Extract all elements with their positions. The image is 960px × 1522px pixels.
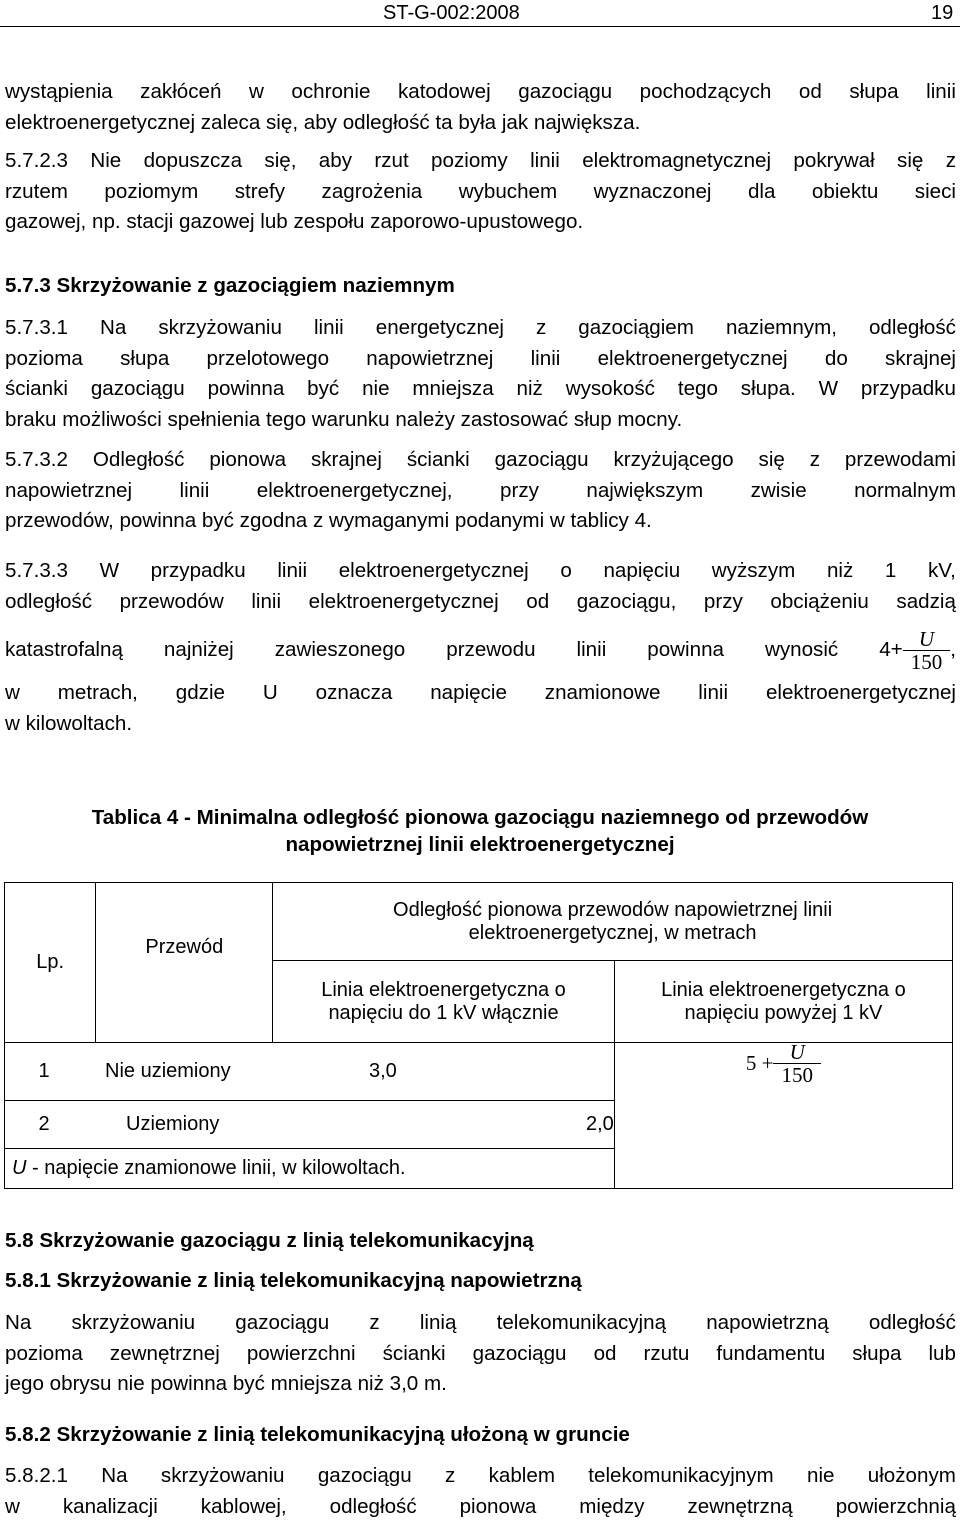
text-line: braku możliwości spełnienia tego warunku należy zastosować słup mocny.: [5, 405, 956, 436]
paragraph-5-7-3-3: [5, 556, 956, 617]
text-word: Na: [100, 313, 126, 344]
table-footnote-row: [5, 1149, 953, 1189]
row-2-cells: [5, 1101, 615, 1149]
text-word: gazociągu,: [577, 587, 677, 618]
table-footnote: [5, 1149, 615, 1189]
text-word: zagrożenia: [322, 177, 423, 208]
text-line: w kilowoltach.: [5, 709, 956, 740]
header-high-voltage: Linia elektroenergetyczna o napięciu powyżej 1 kV: [614, 961, 952, 1043]
text-word: elektroenergetycznej: [339, 556, 529, 587]
text-word: linii: [531, 344, 561, 375]
row-both-value: 2,0: [586, 1113, 614, 1136]
text-word: gazociągu: [473, 1339, 567, 1370]
row-przewod: Uziemiony: [83, 1113, 586, 1136]
text-word: wystąpienia: [5, 77, 113, 108]
text-word: pochodzących: [640, 77, 772, 108]
text-word: mniejsza: [412, 374, 493, 405]
text-word: linii: [314, 313, 344, 344]
header-group: Odległość pionowa przewodów napowietrznej linii elektroenergetycznej, w metrach: [273, 883, 953, 961]
text-word: ścianki: [407, 445, 470, 476]
text-line: [5, 678, 956, 709]
row-lp: 1: [5, 1060, 83, 1083]
text-word: rzut: [374, 146, 408, 177]
text-word: odległość: [330, 1492, 417, 1522]
text-word: rzutu: [644, 1339, 690, 1370]
text-line: elektroenergetycznej zaleca się, aby odległość ta była jak największa.: [5, 108, 956, 139]
text-word: 1: [885, 556, 896, 587]
text-word: z: [445, 1461, 455, 1492]
text-word: linii: [277, 556, 307, 587]
formula: [879, 628, 956, 673]
text-word: Na: [101, 1461, 127, 1492]
text-word: powierzchnią: [836, 1492, 956, 1522]
text-word: gazociągu: [235, 1308, 329, 1339]
table-4: [4, 882, 953, 1189]
paragraph-5-7-2-3: [5, 146, 956, 238]
text-word: wybuchem: [459, 177, 557, 208]
text-word: gazociągiem: [578, 313, 694, 344]
text-word: zakłóceń: [140, 77, 221, 108]
text-word: skrzyżowaniu: [72, 1308, 196, 1339]
formula-prefix: 5 +: [746, 1051, 774, 1076]
text-word: odległość: [869, 313, 956, 344]
text-word: gazociągu: [518, 77, 612, 108]
text-line: [5, 344, 956, 375]
text-word: w: [5, 1492, 20, 1522]
text-word: niż: [827, 556, 853, 587]
text-line: przewodów, powinna być zgodna z wymaganymi podanymi w tablicy 4.: [5, 506, 956, 537]
header-lp: Lp.: [5, 883, 96, 1043]
text-word: z: [369, 1308, 379, 1339]
text-word: rzutem: [5, 177, 68, 208]
text-word: elektroenergetycznej: [766, 678, 956, 709]
text-word: słupa.: [741, 374, 796, 405]
text-word: zwisie: [751, 476, 807, 507]
text-word: odległość: [869, 1308, 956, 1339]
paragraph-5-7-3-3-cont: [5, 678, 956, 739]
paragraph-5-7-3-2: [5, 445, 956, 537]
fraction-denominator: 150: [773, 1063, 821, 1086]
text-word: o: [560, 556, 571, 587]
text-line: [5, 556, 956, 587]
page-header: [0, 0, 960, 27]
text-line: [5, 445, 956, 476]
text-word: dopuszcza: [144, 146, 242, 177]
text-word: najniżej: [164, 638, 234, 662]
row-lp: 2: [5, 1113, 83, 1136]
text-word: nie: [362, 374, 389, 405]
formula-prefix: 4+: [879, 638, 902, 662]
text-word: być: [307, 374, 339, 405]
text-word: normalnym: [854, 476, 956, 507]
text-word: słupa: [120, 344, 169, 375]
text-word: energetycznej: [376, 313, 504, 344]
text-word: linii: [251, 587, 281, 618]
text-word: oznacza: [316, 678, 393, 709]
text-word: 5.7.2.3: [5, 146, 68, 177]
header-low-voltage: Linia elektroenergetyczna o napięciu do 1 kV włącznie: [273, 961, 615, 1043]
section-heading-5-8-2: 5.8.2 Skrzyżowanie z linią telekomunikacyjną ułożoną w gruncie: [5, 1423, 630, 1447]
text-word: tego: [678, 374, 718, 405]
text-word: metrach,: [58, 678, 138, 709]
text-word: fundamentu: [716, 1339, 825, 1370]
text-word: napięcie: [430, 678, 507, 709]
text-word: wysokość: [566, 374, 655, 405]
text-word: katodowej: [398, 77, 491, 108]
text-word: przypadku: [151, 556, 246, 587]
text-word: telekomunikacyjną: [497, 1308, 666, 1339]
text-word: kablowej,: [201, 1492, 287, 1522]
text-word: pozioma: [5, 1339, 83, 1370]
high-voltage-formula-cell: [614, 1043, 952, 1149]
text-word: między: [579, 1492, 644, 1522]
text-word: linii: [530, 146, 560, 177]
text-word: słupa: [849, 77, 898, 108]
text-word: sadzią: [896, 587, 956, 618]
text-word: gazociągu: [318, 1461, 412, 1492]
text-word: poziomym: [104, 177, 198, 208]
text-word: powinna: [647, 638, 724, 662]
text-word: wynosić: [765, 638, 838, 662]
section-heading-5-8-1: 5.8.1 Skrzyżowanie z linią telekomunikacyjną napowietrzną: [5, 1269, 582, 1293]
text-word: katastrofalną: [5, 638, 123, 662]
text-word: nie: [807, 1461, 834, 1492]
text-word: największym: [586, 476, 703, 507]
text-word: się,: [264, 146, 296, 177]
text-word: napowietrznej: [366, 344, 493, 375]
text-word: przy: [500, 476, 539, 507]
text-word: kanalizacji: [63, 1492, 158, 1522]
text-line: jego obrysu nie powinna być mniejsza niż 3,0 m.: [5, 1369, 956, 1400]
text-word: linią: [420, 1308, 457, 1339]
text-word: od: [799, 77, 822, 108]
fraction: [773, 1041, 821, 1086]
text-word: ścianki: [383, 1339, 446, 1370]
text-word: w: [249, 77, 264, 108]
text-word: 5.8.2.1: [5, 1461, 68, 1492]
header-przewod: Przewód: [96, 883, 273, 1043]
text-word: napowietrznej: [5, 476, 132, 507]
text-word: kV,: [928, 556, 956, 587]
table-row: [5, 1043, 953, 1101]
text-word: przewodami: [845, 445, 956, 476]
text-word: linii: [180, 476, 210, 507]
text-line: [5, 1308, 956, 1339]
formula: [615, 1041, 952, 1086]
text-word: gdzie: [176, 678, 225, 709]
section-heading-5-7-3: 5.7.3 Skrzyżowanie z gazociągiem naziemnym: [5, 274, 455, 298]
text-word: pionowa: [209, 445, 286, 476]
text-word: linii: [926, 77, 956, 108]
text-word: odległość: [5, 587, 92, 618]
fraction-numerator: U: [903, 628, 951, 650]
text-word: zewnętrznej: [110, 1339, 220, 1370]
text-word: przewodu: [446, 638, 535, 662]
text-word: poziomy: [431, 146, 508, 177]
text-word: W: [819, 374, 838, 405]
text-word: Odległość: [93, 445, 185, 476]
text-word: w: [5, 678, 20, 709]
fraction: [903, 628, 951, 673]
text-word: zewnętrzną: [687, 1492, 792, 1522]
paragraph-continued: [5, 77, 956, 138]
text-line: [5, 374, 956, 405]
text-word: od: [526, 587, 549, 618]
text-word: pokrywał: [793, 146, 874, 177]
text-word: do: [825, 344, 848, 375]
text-word: dla: [748, 177, 775, 208]
table-caption: [0, 804, 960, 858]
text-word: z: [536, 313, 546, 344]
section-heading-5-8: 5.8 Skrzyżowanie gazociągu z linią telekomunikacyjną: [5, 1229, 534, 1253]
text-word: napowietrzną: [706, 1308, 829, 1339]
text-word: W: [100, 556, 119, 587]
text-word: aby: [319, 146, 352, 177]
paragraph-5-8-1: [5, 1308, 956, 1400]
text-word: obciążeniu: [770, 587, 868, 618]
formula-line: [5, 620, 956, 680]
table-caption-line: napowietrznej linii elektroenergetycznej: [0, 831, 960, 858]
text-word: linii: [698, 678, 728, 709]
text-word: krzyżującego: [613, 445, 733, 476]
text-word: wyższym: [712, 556, 796, 587]
text-word: 5.7.3.2: [5, 445, 68, 476]
text-word: kablem: [489, 1461, 555, 1492]
paragraph-5-7-3-1: [5, 313, 956, 435]
text-word: ułożonym: [868, 1461, 956, 1492]
text-word: ścianki: [5, 374, 68, 405]
text-word: znamionowe: [545, 678, 661, 709]
text-word: powierzchni: [247, 1339, 356, 1370]
text-word: słupa: [852, 1339, 901, 1370]
text-word: od: [594, 1339, 617, 1370]
text-word: z: [946, 146, 956, 177]
text-line: [5, 1461, 956, 1492]
document-id: ST-G-002:2008: [383, 2, 520, 25]
text-word: napięciu: [603, 556, 680, 587]
text-word: pozioma: [5, 344, 83, 375]
text-word: przewodów: [120, 587, 224, 618]
text-word: sieci: [915, 177, 956, 208]
text-word: się: [759, 445, 785, 476]
text-line: gazowej, np. stacji gazowej lub zespołu zaporowo-upustowego.: [5, 207, 956, 238]
footnote-symbol: U: [12, 1157, 26, 1179]
text-word: linii: [577, 638, 607, 662]
text-word: elektroenergetycznej: [309, 587, 499, 618]
text-word: telekomunikacyjnym: [588, 1461, 773, 1492]
text-word: strefy: [235, 177, 285, 208]
text-word: elektroenergetycznej,: [257, 476, 453, 507]
page-number: 19: [931, 2, 953, 25]
text-word: ochronie: [291, 77, 370, 108]
text-word: elektroenergetycznej: [598, 344, 788, 375]
text-word: gazociągu: [91, 374, 185, 405]
text-word: niż: [517, 374, 543, 405]
text-word: skrajnej: [311, 445, 382, 476]
text-word: się: [897, 146, 923, 177]
table-footnote-empty: [614, 1149, 952, 1189]
text-word: przy: [704, 587, 743, 618]
text-word: skrzyżowaniu: [158, 313, 282, 344]
text-word: elektromagnetycznej: [582, 146, 771, 177]
fraction-numerator: U: [773, 1041, 821, 1063]
text-line: [5, 313, 956, 344]
text-word: obiektu: [812, 177, 878, 208]
text-word: przypadku: [861, 374, 956, 405]
text-word: U: [263, 678, 278, 709]
text-word: 5.7.3.1: [5, 313, 68, 344]
text-line: [5, 177, 956, 208]
text-word: gazociągu: [495, 445, 589, 476]
text-word: wyznaczonej: [594, 177, 712, 208]
text-line: [5, 476, 956, 507]
text-word: lub: [928, 1339, 955, 1370]
row-low-value: 3,0: [369, 1060, 479, 1083]
text-word: 5.7.3.3: [5, 556, 68, 587]
text-line: [5, 77, 956, 108]
text-line: [5, 1339, 956, 1370]
text-word: skrzyżowaniu: [161, 1461, 285, 1492]
table-caption-line: Tablica 4 - Minimalna odległość pionowa gazociągu naziemnego od przewodów: [0, 804, 960, 831]
text-word: zawieszonego: [275, 638, 406, 662]
formula-suffix: ,: [950, 638, 956, 662]
text-word: Nie: [90, 146, 121, 177]
fraction-denominator: 150: [903, 650, 951, 673]
text-word: skrajnej: [885, 344, 956, 375]
text-word: z: [810, 445, 820, 476]
text-word: przelotowego: [207, 344, 330, 375]
footnote-text: - napięcie znamionowe linii, w kilowoltach.: [26, 1157, 405, 1179]
text-line: [5, 1492, 956, 1522]
paragraph-5-8-2-1: [5, 1461, 956, 1522]
text-line: [5, 146, 956, 177]
text-word: pionowa: [460, 1492, 537, 1522]
text-word: naziemnym,: [726, 313, 837, 344]
row-przewod: Nie uziemiony: [83, 1060, 369, 1083]
text-line: [5, 587, 956, 618]
text-word: Na: [5, 1308, 31, 1339]
text-word: powinna: [208, 374, 285, 405]
row-1-cells: [5, 1043, 615, 1101]
